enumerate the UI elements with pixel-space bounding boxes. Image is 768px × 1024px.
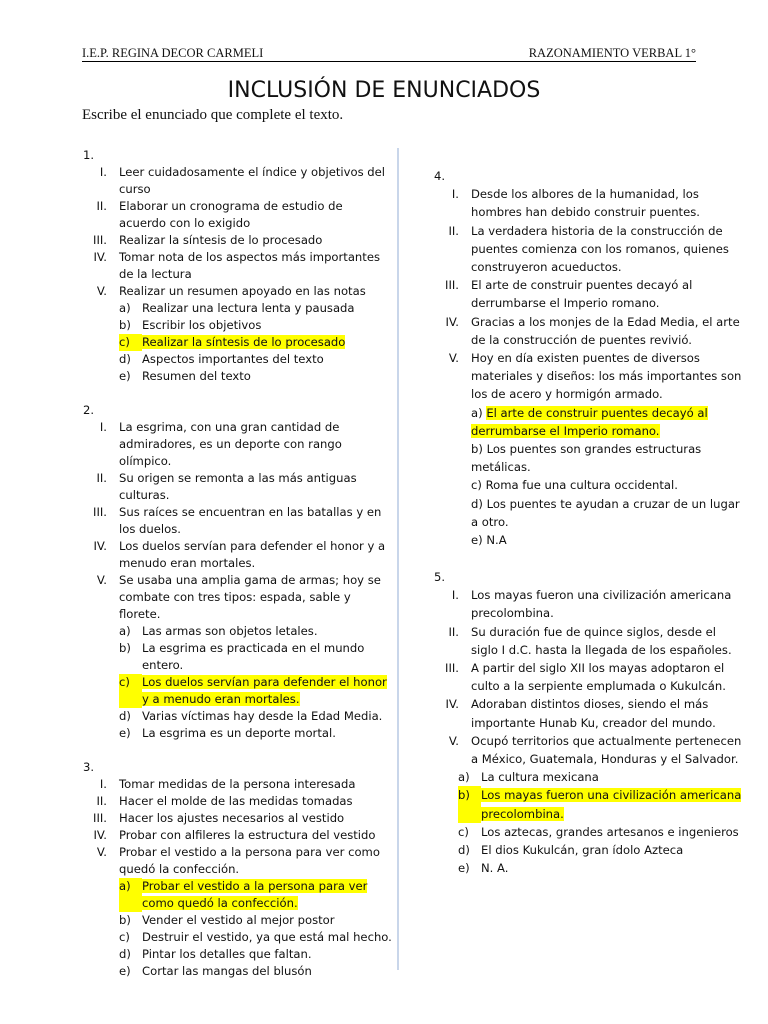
statement-label: Adoraban distintos dioses, siendo el más importante Hunab Ku, creador del mundo.: [471, 697, 716, 730]
statement-label: Hoy en día existen puentes de diversos materiales y diseños: los más importantes son los de acero y hormigón armado.: [471, 351, 742, 402]
subject-name: RAZONAMIENTO VERBAL 1°: [528, 46, 696, 60]
statement-text: [119, 572, 393, 623]
statement-marker: II.: [96, 199, 107, 213]
statement-marker: I.: [99, 420, 107, 434]
page-header: [82, 45, 696, 62]
statement-text: [471, 349, 746, 404]
answer-option-label: Aspectos importantes del texto: [142, 352, 324, 366]
question-number: 2.: [83, 403, 95, 417]
statement-text: [119, 419, 393, 470]
statement-marker: IV.: [93, 539, 107, 553]
statement-text: [471, 659, 746, 695]
statement-label: Sus raíces se encuentran en las batallas y en los duelos.: [119, 505, 382, 536]
answer-option-label: Los mayas fueron una civilización americana precolombina.: [481, 788, 742, 821]
statement-label: Tomar medidas de la persona interesada: [119, 777, 356, 791]
statement-marker: V.: [96, 573, 107, 587]
answer-option-marker: a): [458, 770, 470, 785]
statement-text: [471, 313, 746, 349]
statement: [434, 586, 746, 622]
statement: [83, 504, 393, 538]
statement: [83, 538, 393, 572]
statement: [434, 276, 746, 312]
answer-option-marker: e): [458, 861, 470, 876]
answer-option-text: [142, 708, 393, 725]
statement-label: La esgrima, con una gran cantidad de admiradores, es un deporte con rango olímpico.: [119, 420, 342, 468]
answer-option: [434, 495, 746, 531]
statement-label: Ocupó territorios que actualmente pertenecen a México, Guatemala, Honduras y el Salvador.: [471, 733, 742, 767]
answer-option-marker: d): [119, 352, 131, 366]
statement: [434, 732, 746, 768]
question-number: 5.: [434, 570, 446, 584]
statement: [83, 232, 393, 249]
option-text: El arte de construir puentes decayó al derrumbarse el Imperio romano.: [471, 405, 708, 438]
answer-option-marker: d): [119, 709, 131, 723]
answer-option: [83, 351, 393, 368]
statement-label: La verdadera historia de la construcción de puentes comienza con los romanos, quienes construyeron acueductos.: [471, 223, 729, 275]
statement-marker: IV.: [93, 250, 107, 264]
answer-option: [434, 440, 746, 476]
answer-option: [83, 708, 393, 725]
answer-option: [434, 476, 746, 494]
school-name: I.E.P. REGINA DECOR CARMELI: [82, 46, 264, 60]
statement-label: Su duración fue de quince siglos, desde el siglo I d.C. hasta la llegada de los españoles.: [471, 624, 732, 657]
statement-label: Los mayas fueron una civilización americana precolombina.: [471, 588, 732, 621]
statement-label: Probar con alfileres la estructura del vestido: [119, 828, 376, 842]
answer-option: [83, 878, 393, 912]
statement-label: Tomar nota de los aspectos más importantes de la lectura: [119, 250, 380, 281]
statement: [83, 776, 393, 793]
statement-label: Realizar la síntesis de lo procesado: [119, 233, 323, 247]
question-number: 1.: [83, 148, 95, 162]
statement: [83, 793, 393, 810]
question-5: [434, 568, 746, 877]
answer-option-label: Escribir los objetivos: [142, 318, 262, 332]
statement-marker: III.: [445, 661, 459, 676]
answer-option-text: [481, 768, 746, 786]
statement-label: Los duelos servían para defender el honor y a menudo eran mortales.: [119, 539, 386, 570]
statement-marker: II.: [96, 471, 107, 485]
option-marker: d): [471, 496, 483, 511]
statement-text: [119, 283, 393, 300]
statement-text: [471, 185, 746, 221]
statement-text: [471, 276, 746, 312]
statement-marker: I.: [99, 165, 107, 179]
statement: [83, 470, 393, 504]
answer-option-marker: b): [119, 318, 131, 332]
statement-text: [471, 732, 746, 768]
statement-text: [119, 538, 393, 572]
statement-text: [119, 844, 393, 878]
answer-option-text: [481, 786, 746, 822]
answer-option-marker: e): [119, 964, 131, 978]
statement-label: Probar el vestido a la persona para ver como quedó la confección.: [119, 845, 380, 876]
statement-marker: IV.: [93, 828, 107, 842]
answer-option-label: Varias víctimas hay desde la Edad Media.: [142, 709, 383, 723]
statement: [83, 810, 393, 827]
option-text: N.A: [486, 533, 507, 548]
statement-text: [119, 776, 393, 793]
statement-marker: I.: [451, 588, 459, 603]
answer-option-text: [142, 351, 393, 368]
statement-label: Gracias a los monjes de la Edad Media, el arte de la construcción de puentes revivió.: [471, 314, 740, 347]
column-divider: [397, 148, 399, 970]
answer-option-text: [142, 623, 393, 640]
answer-option-label: N. A.: [481, 861, 509, 876]
statement-text: [119, 827, 393, 844]
answer-option-label: Pintar los detalles que faltan.: [142, 947, 312, 961]
answer-option: [83, 368, 393, 385]
answer-option-marker: e): [119, 726, 131, 740]
statement-text: [119, 232, 393, 249]
answer-option-text: [142, 912, 393, 929]
answer-option-marker: b): [119, 641, 131, 655]
statement-marker: I.: [451, 187, 459, 202]
statement-text: [119, 810, 393, 827]
answer-option-marker: a): [119, 301, 131, 315]
statement-marker: III.: [93, 233, 107, 247]
answer-option-marker: d): [119, 947, 131, 961]
statement-marker: III.: [93, 505, 107, 519]
statement-label: Hacer el molde de las medidas tomadas: [119, 794, 353, 808]
answer-option: [83, 623, 393, 640]
answer-option-label: Las armas son objetos letales.: [142, 624, 318, 638]
answer-option-label: Vender el vestido al mejor postor: [142, 913, 335, 927]
answer-option-marker: b): [458, 786, 481, 822]
answer-option-text: [142, 640, 393, 674]
statement-label: Elaborar un cronograma de estudio de acuerdo con lo exigido: [119, 199, 343, 230]
statement-marker: IV.: [445, 314, 459, 329]
answer-option-marker: c): [119, 674, 142, 708]
statement-marker: V.: [96, 845, 107, 859]
statement: [434, 349, 746, 404]
question-2: [83, 402, 393, 742]
answer-option: [83, 929, 393, 946]
statement-label: Su origen se remonta a las más antiguas culturas.: [119, 471, 357, 502]
statement: [434, 185, 746, 221]
statement: [434, 695, 746, 731]
answer-option-marker: b): [119, 913, 131, 927]
statement-text: [119, 249, 393, 283]
answer-option-label: Los aztecas, grandes artesanos e ingenieros: [481, 824, 739, 839]
answer-option-marker: a): [119, 624, 131, 638]
answer-option-text: [142, 929, 393, 946]
question-number: 3.: [83, 760, 95, 774]
answer-option: [83, 300, 393, 317]
answer-option: [83, 963, 393, 980]
question-number: 4.: [434, 169, 446, 183]
statement-label: Se usaba una amplia gama de armas; hoy se combate con tres tipos: espada, sable y florete.: [119, 573, 381, 621]
answer-option: [83, 334, 393, 351]
answer-option-label: La esgrima es practicada en el mundo entero.: [142, 641, 365, 672]
question-4: [434, 167, 746, 549]
answer-option: [83, 912, 393, 929]
statement-text: [119, 164, 393, 198]
statement: [434, 659, 746, 695]
statement: [434, 313, 746, 349]
answer-option-text: [142, 317, 393, 334]
answer-option-text: [142, 674, 393, 708]
statement: [83, 249, 393, 283]
answer-option-label: La cultura mexicana: [481, 770, 599, 785]
answer-option: [434, 841, 746, 859]
statement-text: [471, 222, 746, 277]
statement-label: Realizar un resumen apoyado en las notas: [119, 284, 366, 298]
statement: [83, 283, 393, 300]
answer-option-marker: c): [119, 930, 130, 944]
statement: [83, 198, 393, 232]
answer-option-text: [481, 841, 746, 859]
statement: [83, 827, 393, 844]
answer-option-marker: c): [119, 334, 142, 351]
answer-option-marker: c): [458, 824, 469, 839]
answer-option-text: [142, 946, 393, 963]
statement-marker: IV.: [445, 697, 459, 712]
answer-option-label: Los duelos servían para defender el honor y a menudo eran mortales.: [142, 675, 387, 706]
answer-option-text: [481, 859, 746, 877]
answer-option-text: [142, 334, 393, 351]
statement-marker: II.: [448, 223, 459, 238]
answer-option-text: [142, 368, 393, 385]
statement-text: [119, 198, 393, 232]
statement-marker: V.: [448, 351, 459, 366]
statement-label: Desde los albores de la humanidad, los hombres han debido construir puentes.: [471, 187, 700, 220]
answer-option-label: El dios Kukulcán, gran ídolo Azteca: [481, 843, 684, 858]
statement-label: A partir del siglo XII los mayas adoptaron el culto a la serpiente emplumada o Kukulcán.: [471, 661, 726, 694]
answer-option-label: Realizar la síntesis de lo procesado: [142, 335, 346, 349]
option-marker: c): [471, 478, 482, 493]
answer-option: [83, 640, 393, 674]
statement: [83, 419, 393, 470]
answer-option: [83, 317, 393, 334]
answer-option: [434, 404, 746, 440]
instruction: Escribe el enunciado que complete el texto.: [82, 107, 344, 123]
answer-option: [434, 859, 746, 877]
answer-option-marker: d): [458, 843, 470, 858]
question-3: [83, 759, 393, 980]
statement: [434, 623, 746, 659]
option-text: Roma fue una cultura occidental.: [485, 478, 678, 493]
answer-option-label: La esgrima es un deporte mortal.: [142, 726, 336, 740]
answer-option: [83, 674, 393, 708]
option-text: Los puentes son grandes estructuras metálicas.: [471, 442, 702, 475]
statement: [83, 844, 393, 878]
answer-option-text: [142, 300, 393, 317]
statement-text: [119, 504, 393, 538]
option-text: Los puentes te ayudan a cruzar de un lugar a otro.: [471, 496, 740, 529]
answer-option-label: Probar el vestido a la persona para ver como quedó la confección.: [142, 879, 368, 910]
statement-marker: II.: [96, 794, 107, 808]
statement-text: [471, 695, 746, 731]
statement: [83, 572, 393, 623]
statement-marker: V.: [448, 733, 459, 748]
answer-option-label: Cortar las mangas del blusón: [142, 964, 312, 978]
answer-option-text: [142, 878, 393, 912]
statement-marker: V.: [96, 284, 107, 298]
question-1: [83, 147, 393, 385]
page-title: INCLUSIÓN DE ENUNCIADOS: [227, 78, 541, 103]
statement-text: [471, 586, 746, 622]
answer-option: [434, 768, 746, 786]
option-marker: e): [471, 533, 483, 548]
statement: [83, 164, 393, 198]
answer-option-label: Resumen del texto: [142, 369, 251, 383]
statement-text: [119, 470, 393, 504]
answer-option-label: Realizar una lectura lenta y pausada: [142, 301, 355, 315]
statement-marker: I.: [99, 777, 107, 791]
answer-option-marker: e): [119, 369, 131, 383]
answer-option: [434, 531, 746, 549]
statement-label: El arte de construir puentes decayó al derrumbarse el Imperio romano.: [471, 278, 693, 311]
answer-option-text: [142, 963, 393, 980]
statement-marker: II.: [448, 624, 459, 639]
statement-marker: III.: [93, 811, 107, 825]
answer-option-text: [142, 725, 393, 742]
statement-text: [471, 623, 746, 659]
answer-option-label: Destruir el vestido, ya que está mal hecho.: [142, 930, 392, 944]
option-marker: b): [471, 442, 483, 457]
statement-marker: III.: [445, 278, 459, 293]
statement: [434, 222, 746, 277]
answer-option: [83, 725, 393, 742]
answer-option-marker: a): [119, 878, 142, 912]
answer-option: [434, 823, 746, 841]
statement-label: Hacer los ajustes necesarios al vestido: [119, 811, 345, 825]
answer-option: [83, 946, 393, 963]
option-marker: a): [471, 405, 483, 420]
answer-option-text: [481, 823, 746, 841]
statement-label: Leer cuidadosamente el índice y objetivos del curso: [119, 165, 386, 196]
answer-option: [434, 786, 746, 822]
statement-text: [119, 793, 393, 810]
